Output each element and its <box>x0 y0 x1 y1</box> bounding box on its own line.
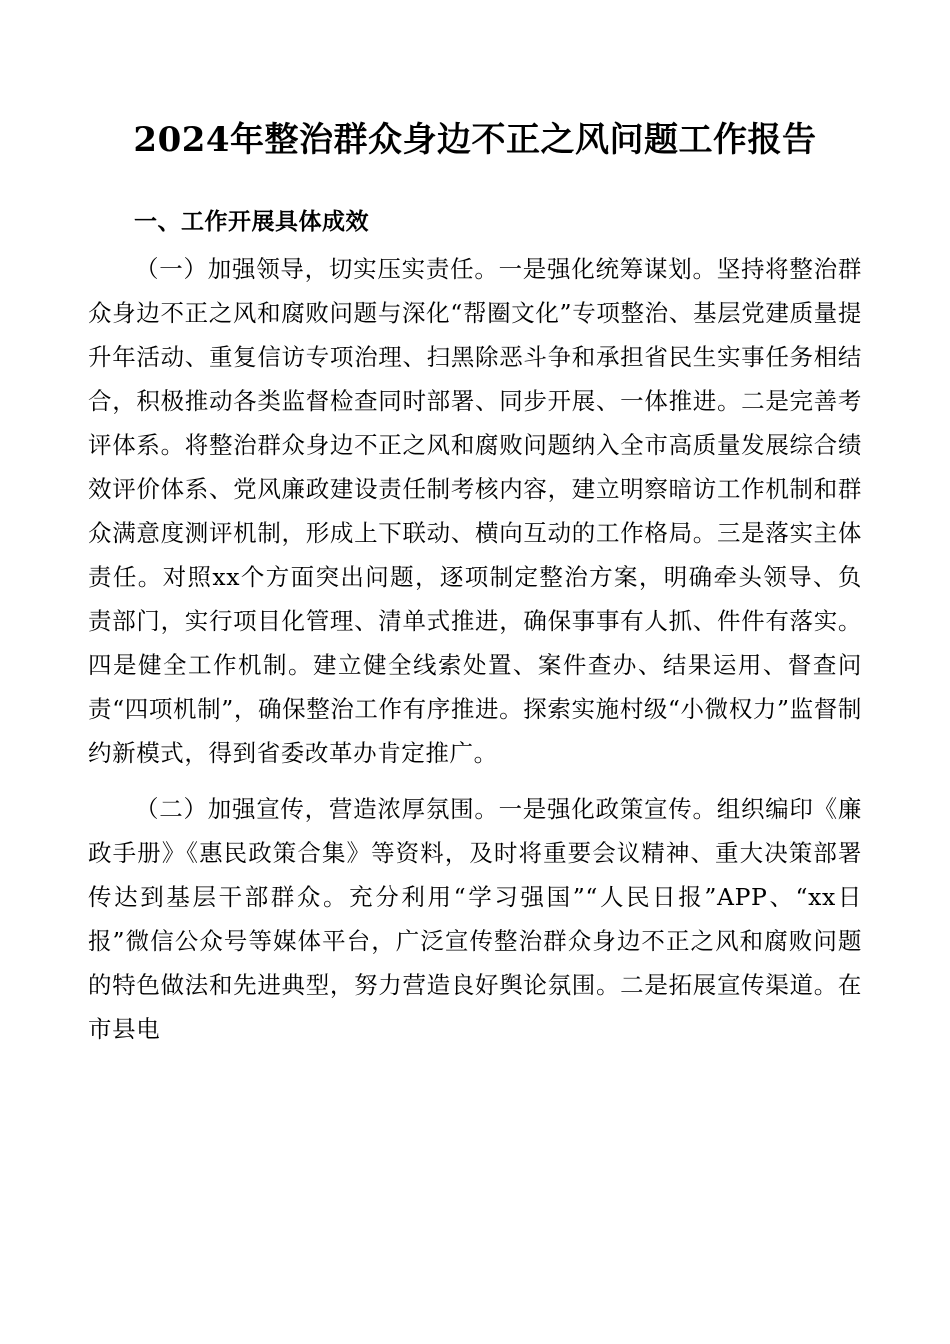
section-heading-1: 一、工作开展具体成效 <box>134 209 369 236</box>
paragraph-spacer <box>88 777 862 787</box>
page-title: 2024年整治群众身边不正之风问题工作报告 <box>133 120 817 160</box>
paragraph-1: （一）加强领导，切实压实责任。一是强化统筹谋划。坚持将整治群众身边不正之风和腐败问题与深化“帮圈文化”专项整治、基层党建质量提升年活动、重复信访专项治理、扫黑除恶斗争和承担省民生实事任务相结合，积极推动各类监督检查同时部署、同步开展、一体推进。二是完善考评体系。将整治群众身边不正之风和腐败问题纳入全市高质量发展综合绩效评价体系、党风廉政建设责任制考核内容，建立明察暗访工作机制和群众满意度测评机制，形成上下联动、横向互动的工作格局。三是落实主体责任。对照xx个方面突出问题，逐项制定整治方案，明确牵头领导、负责部门，实行项目化管理、清单式推进，确保事事有人抓、件件有落实。四是健全工作机制。建立健全线索处置、案件查办、结果运用、督查问责“四项机制”，确保整治工作有序推进。探索实施村级“小微权力”监督制约新模式，得到省委改革办肯定推广。 <box>88 254 862 767</box>
paragraph-2: （二）加强宣传，营造浓厚氛围。一是强化政策宣传。组织编印《廉政手册》《惠民政策合集》等资料，及时将重要会议精神、重大决策部署传达到基层干部群众。充分利用“学习强国”“人民日报”APP、“xx日报”微信公众号等媒体平台，广泛宣传整治群众身边不正之风和腐败问题的特色做法和先进典型，努力营造良好舆论氛围。二是拓展宣传渠道。在市县电 <box>88 794 862 1043</box>
